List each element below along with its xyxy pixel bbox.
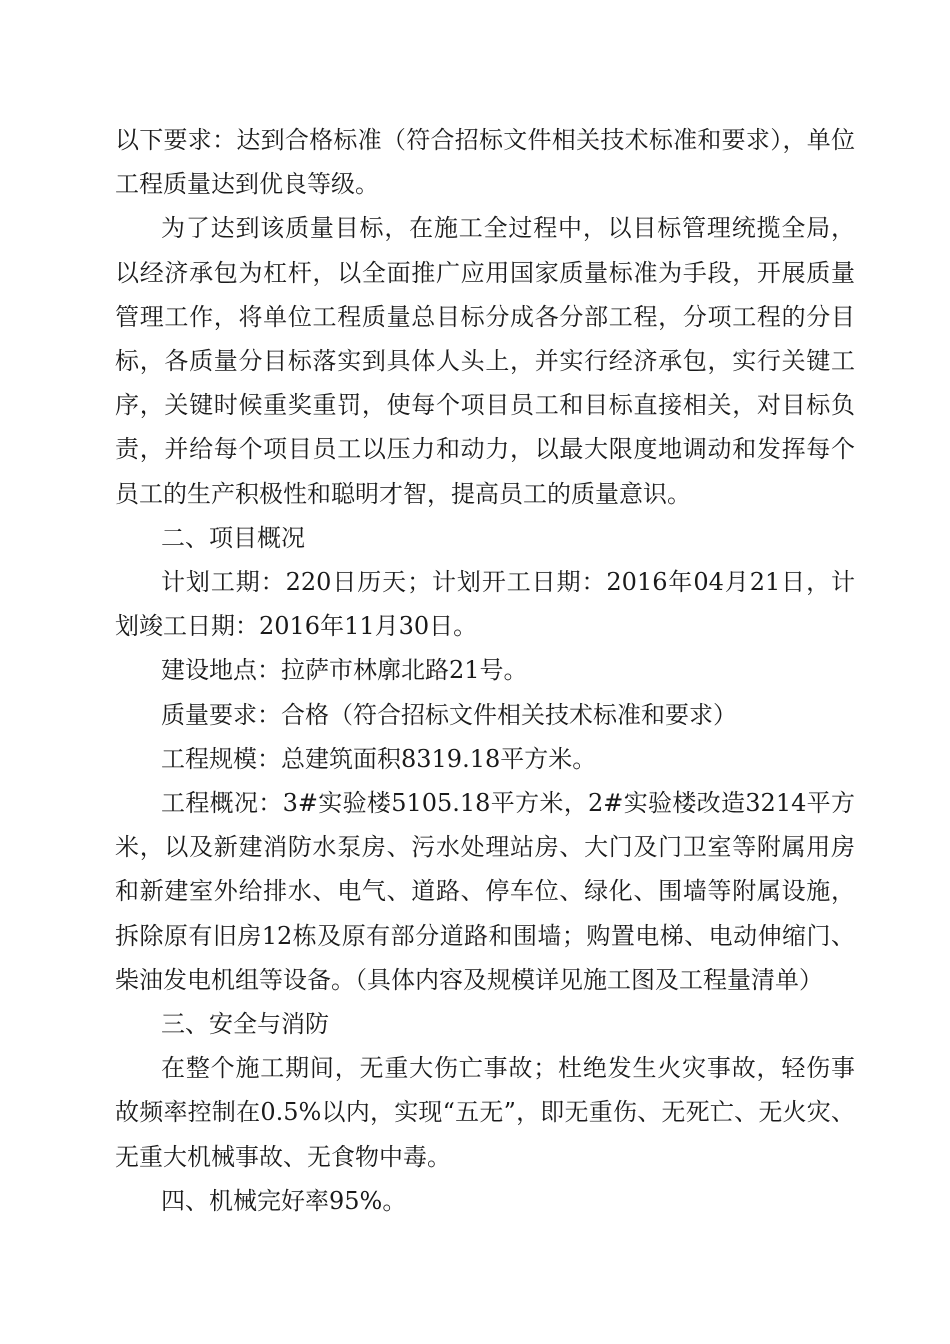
paragraph-quality-requirement: 以下要求：达到合格标准（符合招标文件相关技术标准和要求），单位工程质量达到优良等级。 [115, 126, 855, 199]
paragraph-quality-standard: 质量要求：合格（符合招标文件相关技术标准和要求） [161, 700, 737, 729]
document-body [115, 118, 855, 1223]
section-heading-machinery-rate: 四、机械完好率95%。 [161, 1186, 407, 1215]
paragraph-project-scale: 工程规模：总建筑面积8319.18平方米。 [161, 744, 597, 773]
paragraph-schedule: 计划工期：220日历天；计划开工日期：2016年04月21日，计划竣工日期：2016年11月30日。 [115, 568, 855, 641]
paragraph-safety-goals: 在整个施工期间，无重大伤亡事故；杜绝发生火灾事故，轻伤事故频率控制在0.5%以内，实现“五无”，即无重伤、无死亡、无火灾、无重大机械事故、无食物中毒。 [115, 1054, 855, 1171]
paragraph-location: 建设地点：拉萨市林廓北路21号。 [161, 656, 528, 685]
paragraph-quality-measures: 为了达到该质量目标，在施工全过程中，以目标管理统揽全局，以经济承包为杠杆，以全面推广应用国家质量标准为手段，开展质量管理工作，将单位工程质量总目标分成各分部工程，分项工程的分目标，各质量分目标落实到具体人头上，并实行经济承包，实行关键工序，关键时候重奖重罚，使每个项目员工和目标直接相关，对目标负责，并给每个项目员工以压力和动力，以最大限度地调动和发挥每个员工的生产积极性和聪明才智，提高员工的质量意识。 [115, 214, 855, 508]
paragraph-project-summary: 工程概况：3#实验楼5105.18平方米，2#实验楼改造3214平方米，以及新建消防水泵房、污水处理站房、大门及门卫室等附属用房和新建室外给排水、电气、道路、停车位、绿化、围墙等附属设施，拆除原有旧房12栋及原有部分道路和围墙；购置电梯、电动伸缩门、柴油发电机组等设备。（具体内容及规模详见施工图及工程量清单） [115, 789, 855, 994]
section-heading-safety-fire: 三、安全与消防 [161, 1010, 329, 1039]
section-heading-project-overview: 二、项目概况 [161, 523, 305, 552]
